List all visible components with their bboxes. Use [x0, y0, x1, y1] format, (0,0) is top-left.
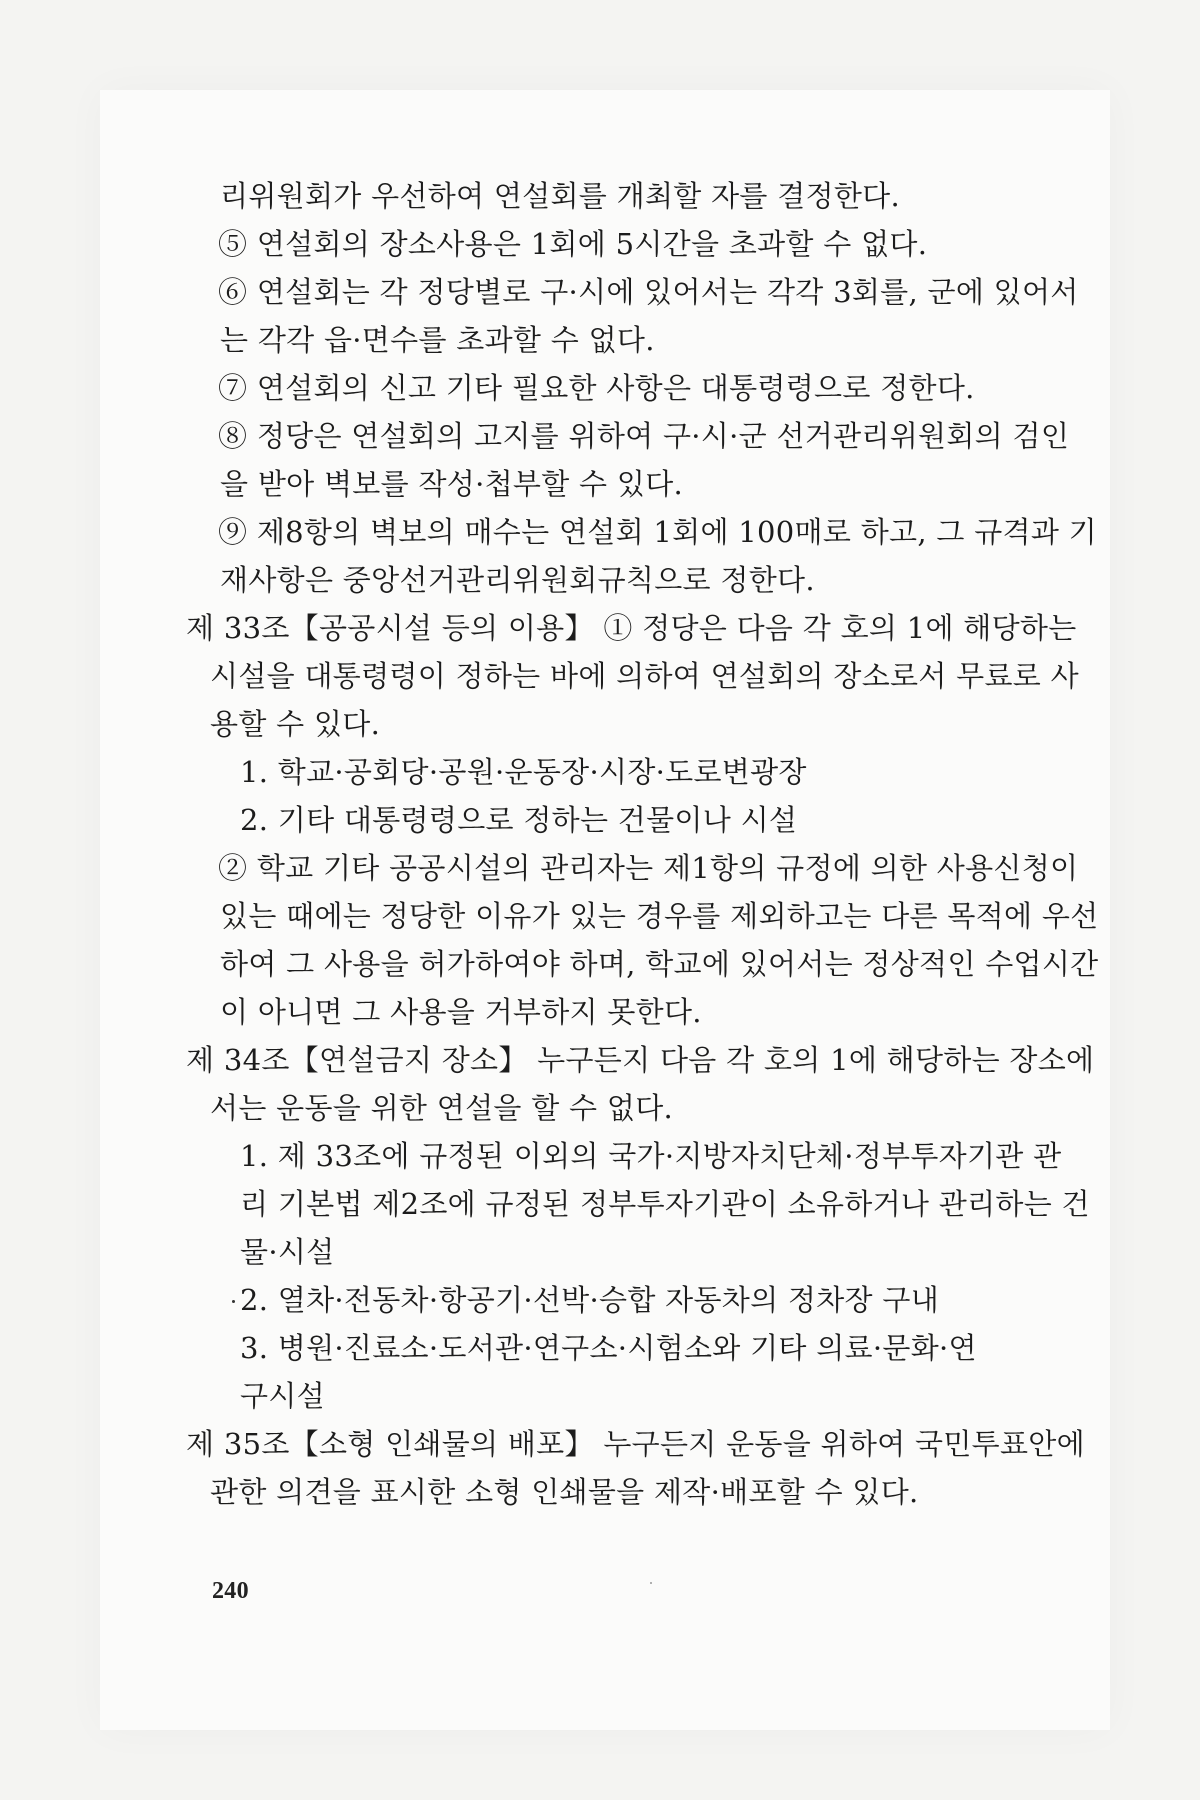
text-line: ② 학교 기타 공공시설의 관리자는 제1항의 규정에 의한 사용신청이 [218, 851, 1079, 885]
text-line: 시설을 대통령령이 정하는 바에 의하여 연설회의 장소로서 무료로 사 [210, 659, 1079, 693]
text-line: 재사항은 중앙선거관리위원회규칙으로 정한다. [220, 563, 815, 597]
list-item: 1. 제 33조에 규정된 이외의 국가·지방자치단체·정부투자기관 관 [240, 1139, 1062, 1173]
list-item: 2. 열차·전동차·항공기·선박·승합 자동차의 정차장 구내 [240, 1283, 940, 1317]
text-line: 관한 의견을 표시한 소형 인쇄물을 제작·배포할 수 있다. [210, 1475, 919, 1509]
text-line: 이 아니면 그 사용을 거부하지 못한다. [220, 995, 702, 1029]
list-item: 1. 학교·공회당·공원·운동장·시장·도로변광장 [240, 755, 807, 789]
text-line: 리 기본법 제2조에 규정된 정부투자기관이 소유하거나 관리하는 건 [240, 1187, 1090, 1221]
text-line: 구시설 [240, 1379, 325, 1413]
text-line: 용할 수 있다. [210, 707, 381, 741]
text-line: 물·시설 [240, 1235, 335, 1269]
text-line: 리위원회가 우선하여 연설회를 개최할 자를 결정한다. [220, 179, 901, 213]
article-33-heading: 제 33조【공공시설 등의 이용】 ① 정당은 다음 각 호의 1에 해당하는 [186, 611, 1077, 645]
text-line [218, 272, 1079, 312]
page-number: 240 [212, 1578, 249, 1604]
text-line: ⑧ 정당은 연설회의 고지를 위하여 구·시·군 선거관리위원회의 검인 [218, 419, 1070, 453]
list-item: 3. 병원·진료소·도서관·연구소·시험소와 기타 의료·문화·연 [240, 1331, 977, 1365]
list-item: 2. 기타 대통령령으로 정하는 건물이나 시설 [240, 803, 798, 837]
text-line: 서는 운동을 위한 연설을 할 수 없다. [210, 1091, 674, 1125]
article-34-heading: 제 34조【연설금지 장소】 누구든지 다음 각 호의 1에 해당하는 장소에 [186, 1043, 1095, 1077]
print-speck [650, 1582, 652, 1584]
text-line: 하여 그 사용을 허가하여야 하며, 학교에 있어서는 정상적인 수업시간 [220, 947, 1099, 981]
print-speck [232, 1300, 235, 1303]
text-line: ⑤ 연설회의 장소사용은 1회에 5시간을 초과할 수 없다. [218, 227, 928, 261]
text-line: 는 각각 읍·면수를 초과할 수 없다. [220, 323, 655, 357]
text-line: 을 받아 벽보를 작성·첩부할 수 있다. [220, 467, 684, 501]
text-line: 있는 때에는 정당한 이유가 있는 경우를 제외하고는 다른 목적에 우선 [220, 899, 1099, 933]
text-line: ⑨ 제8항의 벽보의 매수는 연설회 1회에 100매로 하고, 그 규격과 기 [218, 515, 1097, 549]
text-line-content: ⑥ 연설회는 각 정당별로 구·시에 있어서는 각각 3회를, 군에 있어서 [218, 275, 1079, 309]
article-35-heading: 제 35조【소형 인쇄물의 배포】 누구든지 운동을 위하여 국민투표안에 [186, 1427, 1085, 1461]
text-line: ⑦ 연설회의 신고 기타 필요한 사항은 대통령령으로 정한다. [218, 371, 975, 405]
